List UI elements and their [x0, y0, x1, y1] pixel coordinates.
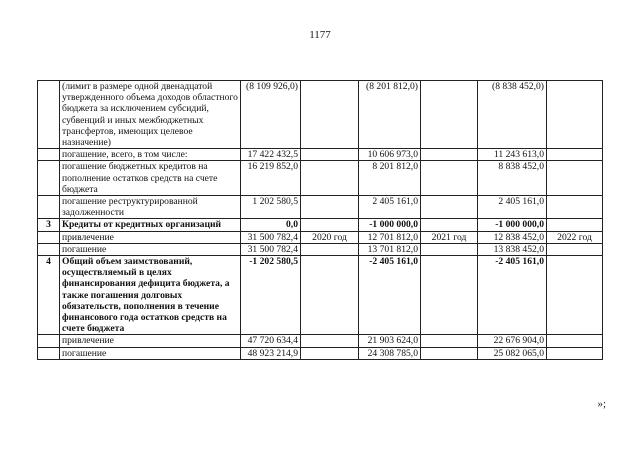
- value-2020: 31 500 782,4: [241, 231, 301, 243]
- year-2021: [421, 335, 478, 347]
- value-2022: 11 243 613,0: [478, 149, 547, 161]
- year-2022: [547, 161, 603, 196]
- row-description: погашение: [60, 243, 241, 255]
- year-2022: [547, 81, 603, 149]
- row-index: [38, 231, 60, 243]
- value-2021: 13 701 812,0: [359, 243, 421, 255]
- year-2022: [547, 149, 603, 161]
- table-row: [38, 256, 603, 335]
- year-2021: [421, 149, 478, 161]
- table-row: [38, 347, 603, 359]
- value-2021: 12 701 812,0: [359, 231, 421, 243]
- row-description: Общий объем заимствований, осуществляемый в целях финансирования дефицита бюджета, а также погашения долговых обязательств, пополнения в течение финансового года остатков средств на счете бюджета: [60, 256, 241, 335]
- value-2021: 10 606 973,0: [359, 149, 421, 161]
- table-row: [38, 231, 603, 243]
- year-2021: [421, 196, 478, 219]
- row-description: погашение бюджетных кредитов на пополнение остатков средств на счете бюджета: [60, 161, 241, 196]
- year-2022: [547, 335, 603, 347]
- value-2022: -1 000 000,0: [478, 219, 547, 231]
- value-2021: 8 201 812,0: [359, 161, 421, 196]
- row-description: (лимит в размере одной двенадцатой утвержденного объема доходов областного бюджета за исключением субсидий, субвенций и иных межбюджетных трансфертов, имеющих целевое назначение): [60, 81, 241, 149]
- row-description: Кредиты от кредитных организаций: [60, 219, 241, 231]
- row-description: погашение реструктурированной задолженности: [60, 196, 241, 219]
- borrowing-table: [37, 80, 603, 360]
- value-2020: (8 109 926,0): [241, 81, 301, 149]
- value-2021: 24 308 785,0: [359, 347, 421, 359]
- value-2022: 12 838 452,0: [478, 231, 547, 243]
- year-2022: [547, 243, 603, 255]
- table-row: [38, 149, 603, 161]
- value-2021: 2 405 161,0: [359, 196, 421, 219]
- row-description: привлечение: [60, 335, 241, 347]
- value-2020: 31 500 782,4: [241, 243, 301, 255]
- table-row: [38, 335, 603, 347]
- closing-quote-mark: »;: [597, 398, 606, 410]
- table-row: [38, 81, 603, 149]
- value-2021: (8 201 812,0): [359, 81, 421, 149]
- value-2022: (8 838 452,0): [478, 81, 547, 149]
- value-2020: 0,0: [241, 219, 301, 231]
- year-2022: 2022 год: [547, 231, 603, 243]
- page-number: 1177: [309, 29, 331, 41]
- row-index: 4: [38, 256, 60, 335]
- year-2020: [301, 335, 359, 347]
- year-2020: [301, 243, 359, 255]
- year-2020: 2020 год: [301, 231, 359, 243]
- year-2020: [301, 81, 359, 149]
- value-2020: 1 202 580,5: [241, 196, 301, 219]
- year-2020: [301, 256, 359, 335]
- value-2022: 22 676 904,0: [478, 335, 547, 347]
- row-index: [38, 196, 60, 219]
- row-description: привлечение: [60, 231, 241, 243]
- table-row: [38, 219, 603, 231]
- value-2020: 16 219 852,0: [241, 161, 301, 196]
- value-2020: 17 422 432,5: [241, 149, 301, 161]
- year-2022: [547, 219, 603, 231]
- year-2021: 2021 год: [421, 231, 478, 243]
- row-index: [38, 347, 60, 359]
- year-2022: [547, 256, 603, 335]
- row-index: [38, 243, 60, 255]
- year-2020: [301, 161, 359, 196]
- year-2020: [301, 347, 359, 359]
- value-2021: -2 405 161,0: [359, 256, 421, 335]
- year-2020: [301, 196, 359, 219]
- row-index: 3: [38, 219, 60, 231]
- value-2020: 47 720 634,4: [241, 335, 301, 347]
- value-2022: 8 838 452,0: [478, 161, 547, 196]
- value-2022: 25 082 065,0: [478, 347, 547, 359]
- year-2020: [301, 219, 359, 231]
- row-index: [38, 161, 60, 196]
- year-2022: [547, 347, 603, 359]
- year-2020: [301, 149, 359, 161]
- year-2021: [421, 161, 478, 196]
- year-2021: [421, 347, 478, 359]
- value-2022: 13 838 452,0: [478, 243, 547, 255]
- value-2020: 48 923 214,9: [241, 347, 301, 359]
- table-row: [38, 243, 603, 255]
- year-2022: [547, 196, 603, 219]
- row-index: [38, 335, 60, 347]
- table-row: [38, 161, 603, 196]
- row-index: [38, 149, 60, 161]
- year-2021: [421, 243, 478, 255]
- value-2020: -1 202 580,5: [241, 256, 301, 335]
- table-row: [38, 196, 603, 219]
- row-index: [38, 81, 60, 149]
- value-2021: 21 903 624,0: [359, 335, 421, 347]
- value-2021: -1 000 000,0: [359, 219, 421, 231]
- value-2022: 2 405 161,0: [478, 196, 547, 219]
- value-2022: -2 405 161,0: [478, 256, 547, 335]
- year-2021: [421, 256, 478, 335]
- year-2021: [421, 219, 478, 231]
- row-description: погашение, всего, в том числе:: [60, 149, 241, 161]
- year-2021: [421, 81, 478, 149]
- row-description: погашение: [60, 347, 241, 359]
